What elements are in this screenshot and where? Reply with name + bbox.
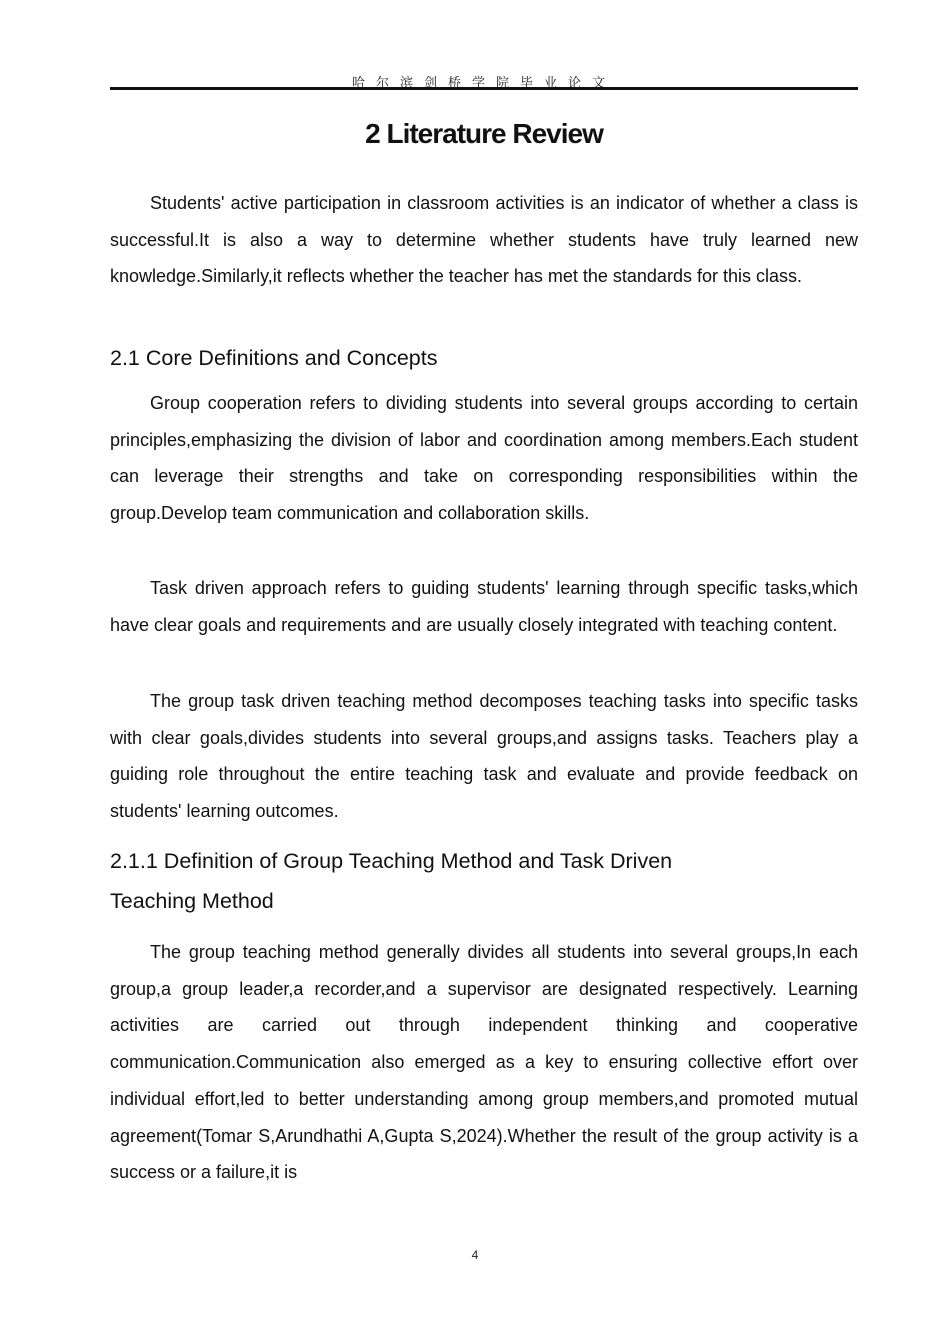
section-heading-2-1: 2.1 Core Definitions and Concepts (110, 346, 438, 370)
header-rule (110, 87, 858, 90)
paragraph-group-cooperation: Group cooperation refers to dividing students into several groups according to certain principles,emphasizing the division of labor and coordination among members.Each student can leverage their strengths and take on corresponding responsibilities within the group.Develop team communication and collaboration skills. (110, 393, 858, 524)
section-heading-2-1-1-line2: Teaching Method (110, 889, 274, 913)
chapter-title: 2 Literature Review (365, 118, 603, 149)
running-header: 哈尔滨剑桥学院毕业论文 (351, 76, 616, 91)
paragraph-task-driven: Task driven approach refers to guiding students' learning through specific tasks,which have clear goals and requirements and are usually closely integrated with teaching content. (110, 578, 858, 635)
paragraph-group-task-driven: The group task driven teaching method decomposes teaching tasks into specific tasks with clear goals,divides students into several groups,and assigns tasks. Teachers play a guiding role throughout the entire teaching task and evaluate and provide feedback on students' learning outcomes. (110, 691, 858, 822)
page-number: 4 (471, 1248, 479, 1262)
section-heading-2-1-1 (110, 841, 858, 921)
intro-paragraph: Students' active participation in classroom activities is an indicator of whether a class is successful.It is also a way to determine whether students have truly learned new knowledge.Similarly,it reflects whether the teacher has met the standards for this class. (110, 193, 858, 287)
paragraph-group-teaching-method: The group teaching method generally divides all students into several groups,In each group,a group leader,a recorder,and a supervisor are designated respectively. Learning activities are carried out through independent thinking and cooperative communication.Communication also emerged as a key to ensuring collective effort over individual effort,led to better understanding among group members,and promoted mutual agreement(Tomar S,Arundhathi A,Gupta S,2024).Whether the result of the group activity is a success or a failure,it is (110, 942, 858, 1183)
section-heading-2-1-1-line1: 2.1.1 Definition of Group Teaching Method and Task Driven (110, 849, 673, 873)
